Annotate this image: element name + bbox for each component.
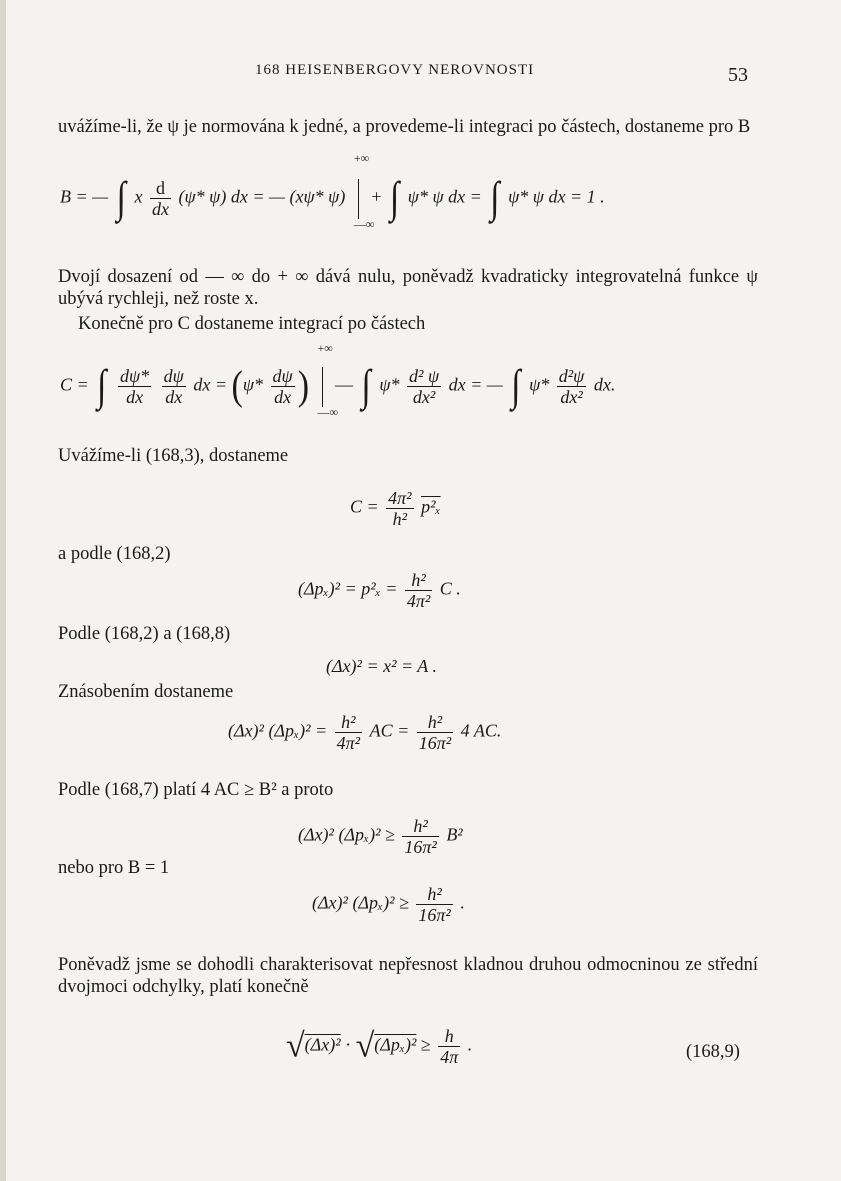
equation-7: √(Δx)² · √(Δpₓ)² ≥ $\frac{h}{4\pi}$ . <box>286 1026 473 1067</box>
eq-b-t5: ψ* ψ dx = 1 . <box>508 186 605 207</box>
eq-c-t7: dx. <box>593 374 616 395</box>
paragraph-9: nebo pro B = 1 <box>58 858 170 878</box>
paragraph-4: Uvážíme-li (168,3), dostaneme <box>58 446 289 466</box>
eq-b-t1: x <box>134 186 143 207</box>
eq-c-t6: ψ* <box>529 374 550 395</box>
equation-1: C = $\frac{\text{4π²}}{\text{h²}}$ p²ₓ <box>350 488 441 529</box>
paragraph-6: Podle (168,2) a (168,8) <box>58 624 231 644</box>
eq-c-frac-4: $\frac{\text{d² ψ}}{\text{dx²}}$ <box>409 366 440 407</box>
eq-b-lhs: B = — <box>60 186 109 207</box>
equation-number: (168,9) <box>686 1042 740 1062</box>
equation-4: (Δx)² (Δpₓ)² = $\frac{\text{h²}}{\text{4π²}}$ AC = $\frac{\text{h²}}{\text{16π²}}$ 4 AC. <box>228 712 502 753</box>
paragraph-5: a podle (168,2) <box>58 544 171 564</box>
eq-b-limits: +∞ —∞ <box>353 150 375 231</box>
paragraph-7: Znásobením dostaneme <box>58 682 234 702</box>
eq-b-t4: ψ* ψ dx = <box>407 186 482 207</box>
eq-b-t2: (ψ* ψ) dx = — (xψ* ψ) <box>178 186 346 207</box>
paragraph-2: Dvojí dosazení od — ∞ do + ∞ dává nulu, poněvadž kvadraticky integrovatelná funkce ψ ubývá rychleji, než roste x. <box>58 267 758 309</box>
equation-3: (Δx)² = x² = A . <box>326 656 437 676</box>
eq-c-t1: dx = <box>193 374 227 395</box>
paragraph-1: uvážíme-li, že ψ je normována k jedné, a provedeme-li integraci po částech, dostaneme pro B <box>58 117 751 137</box>
running-header: 168 HEISENBERGOVY NEROVNOSTI <box>255 62 535 78</box>
equation-5: (Δx)² (Δpₓ)² ≥ $\frac{\text{h²}}{\text{16π²}}$ B² <box>298 816 463 857</box>
eq-c-t4: ψ* <box>379 374 400 395</box>
equation-2: (Δpₓ)² = p²ₓ = $\frac{\text{h²}}{\text{4π²}}$ C . <box>298 570 461 611</box>
eq-c-limits: +∞ —∞ <box>317 340 339 419</box>
equation-6: (Δx)² (Δpₓ)² ≥ $\frac{\text{h²}}{\text{16π²}}$ . <box>312 884 465 925</box>
eq-b-t3: + <box>371 186 382 207</box>
equation-c: C = ∫ $\frac{d\psi*}{dx}$ $\frac{d\psi}{dx}$ dx = (ψ* $\frac{d\psi}{dx}$ ) +∞ —∞ — ∫ ψ* $\frac{\text{d² ψ}}{\text{dx²}}$ dx = — ∫ ψ* $\frac{\text{d²ψ}}{\text{dx²}}$ dx. <box>60 340 616 419</box>
equation-b: B = — ∫ x $\frac{d}{dx}$ (ψ* ψ) dx = — (xψ* ψ) +∞ —∞ + ∫ ψ* ψ dx = ∫ ψ* ψ dx = 1 . <box>60 150 605 231</box>
paragraph-8: Podle (168,7) platí 4 AC ≥ B² a proto <box>58 780 334 800</box>
paragraph-10: Poněvadž jsme se dohodli charakterisovat nepřesnost kladnou druhou odmocninou ze střední dvojmoci odchylky, platí konečně <box>58 955 758 997</box>
eq-c-t5: dx = — <box>448 374 503 395</box>
eq-c-frac-1: $\frac{d\psi*}{dx}$ <box>119 366 150 407</box>
page-edge-shadow <box>0 0 6 1181</box>
page-number: 53 <box>728 64 748 86</box>
eq-c-frac-3: $\frac{d\psi}{dx}$ <box>272 366 293 407</box>
eq-c-t3: — <box>335 374 354 395</box>
eq-c-frac-2: $\frac{d\psi}{dx}$ <box>163 366 184 407</box>
eq-c-t2: ψ* <box>242 374 264 395</box>
paragraph-3: Konečně pro C dostaneme integrací po částech <box>78 314 426 334</box>
eq-b-derivative: $\frac{d}{dx}$ <box>151 178 169 219</box>
eq-c-lhs: C = <box>60 374 89 395</box>
eq-c-frac-5: $\frac{\text{d²ψ}}{\text{dx²}}$ <box>558 366 585 407</box>
